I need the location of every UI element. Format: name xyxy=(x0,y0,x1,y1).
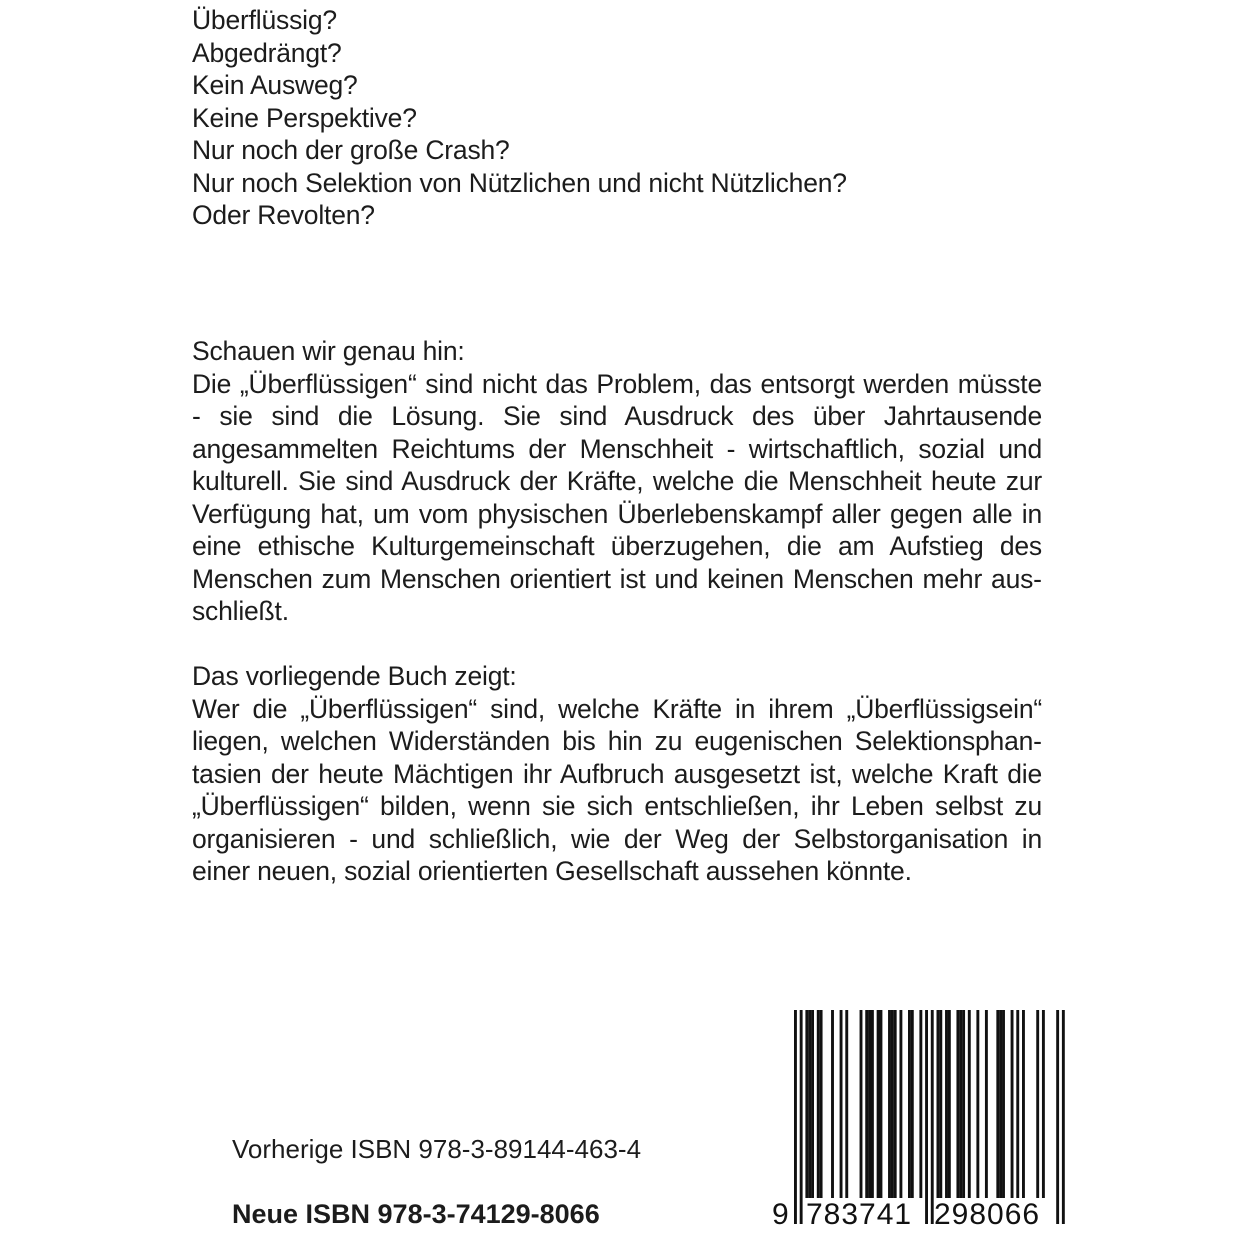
barcode-bar xyxy=(925,1010,928,1224)
barcode-bar xyxy=(805,1010,808,1198)
barcode-bar xyxy=(959,1010,962,1198)
barcode-bar xyxy=(831,1010,834,1198)
section-book-shows xyxy=(192,660,1042,888)
barcode-bar xyxy=(817,1010,820,1198)
section-body: Die „Überflüssigen“ sind nicht das Problem, das entsorgt werden müsste - sie sind die Lösung. Sie sind Ausdruck des über Jahrtausende angesammelten Reichtums der Menschheit - wirtschaftlich, sozial und kulturell. Sie sind Ausdruck der Kräfte, welche die Menschheit heute zur Verfügung hat, um vom physischen Überlebenskampf aller gegen alle in eine ethische Kulturgemeinschaft überzugehen, die am Aufstieg des Menschen zum Menschen orientiert ist und keinen Menschen mehr ausschließt. xyxy=(192,368,1042,626)
barcode-bar xyxy=(948,1010,951,1198)
barcode-bar xyxy=(840,1010,843,1198)
barcode-bar xyxy=(945,1010,948,1198)
question-line: Nur noch Selektion von Nützlichen und nicht Nützlichen? xyxy=(192,167,847,198)
barcode-bar xyxy=(820,1010,823,1198)
barcode-bar xyxy=(865,1010,868,1198)
barcode-bar xyxy=(1011,1010,1014,1198)
previous-isbn: Vorherige ISBN 978-3-89144-463-4 xyxy=(232,1134,642,1164)
barcode-bar xyxy=(880,1010,883,1198)
barcode-bar xyxy=(968,1010,971,1198)
barcode-bars xyxy=(794,1010,1065,1224)
barcode-bar xyxy=(888,1010,891,1198)
barcode-bar xyxy=(985,1010,988,1198)
section-heading: Das vorliegende Buch zeigt: xyxy=(192,661,517,691)
barcode-bar xyxy=(999,1010,1002,1198)
barcode-digits-left: 783741 xyxy=(806,1198,913,1226)
barcode-bar xyxy=(1056,1010,1059,1224)
barcode-bar xyxy=(871,1010,874,1198)
barcode-bar xyxy=(894,1010,897,1198)
barcode-bar xyxy=(908,1010,911,1198)
barcode-bar xyxy=(939,1010,942,1198)
barcode-bar xyxy=(1022,1010,1025,1198)
barcode-bar xyxy=(1002,1010,1005,1198)
question-line: Überflüssig? xyxy=(192,5,337,35)
barcode-bar xyxy=(877,1010,880,1198)
barcode-bar xyxy=(976,1010,979,1198)
barcode-bar xyxy=(1062,1010,1065,1224)
question-line: Abgedrängt? xyxy=(192,37,342,68)
question-line: Nur noch der große Crash? xyxy=(192,135,510,165)
barcode xyxy=(772,1010,1072,1226)
barcode-bar xyxy=(911,1010,914,1198)
barcode-bar xyxy=(845,1010,848,1198)
barcode-bar xyxy=(808,1010,811,1198)
barcode-bar xyxy=(937,1010,940,1198)
barcode-bar xyxy=(891,1010,894,1198)
barcode-bar xyxy=(860,1010,863,1198)
barcode-digit-lead: 9 xyxy=(772,1198,789,1226)
section-heading: Schauen wir genau hin: xyxy=(192,336,465,366)
barcode-bar xyxy=(1042,1010,1045,1198)
barcode-bar xyxy=(1036,1010,1039,1198)
barcode-bar xyxy=(794,1010,797,1224)
barcode-bar xyxy=(996,1010,999,1198)
question-list xyxy=(192,4,1092,232)
question-line: Oder Revolten? xyxy=(192,200,375,230)
barcode-bar xyxy=(919,1010,922,1198)
section-look-closely xyxy=(192,335,1042,628)
barcode-digits-right: 298066 xyxy=(934,1198,1041,1226)
question-line: Kein Ausweg? xyxy=(192,70,358,100)
barcode-bar xyxy=(962,1010,965,1198)
barcode-bar xyxy=(811,1010,814,1198)
barcode-bar xyxy=(899,1010,902,1198)
barcode-bar xyxy=(931,1010,934,1224)
question-line: Keine Perspektive? xyxy=(192,102,417,133)
barcode-bar xyxy=(868,1010,871,1198)
section-body: Wer die „Überflüssigen“ sind, welche Kräfte in ihrem „Überflüssigsein“ liegen, welchen Widerständen bis hin zu eugenischen Selektionsphantasien der heute Mächtigen ihr Aufbruch ausgesetzt ist, welche Kraft die „Überflüssigen“ bilden, wenn sie sich entschließen, ihr Leben selbst zu organisieren - und schließlich, wie der Weg der Selbstorganisation in einer neuen, sozial orientierten Gesellschaft aussehen könnte. xyxy=(192,693,1042,886)
barcode-bar xyxy=(956,1010,959,1198)
new-isbn: Neue ISBN 978-3-74129-8066 xyxy=(232,1199,600,1229)
barcode-bar xyxy=(1016,1010,1019,1198)
barcode-bar xyxy=(800,1010,803,1224)
